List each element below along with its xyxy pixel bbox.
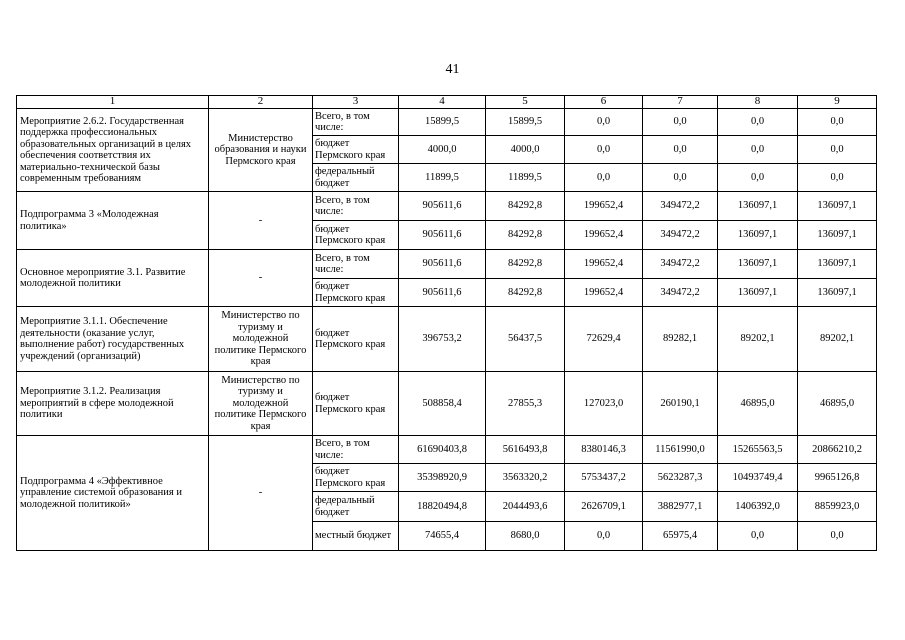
amount-cell: 18820494,8 — [399, 492, 486, 522]
funding-source: бюджет Пермского края — [313, 279, 399, 307]
amount-cell: 89202,1 — [798, 307, 877, 372]
amount-cell: 0,0 — [718, 522, 798, 551]
budget-table — [16, 95, 877, 551]
measure-name: Подпрограмма 4 «Эффективное управление системой образования и молодежной политикой» — [17, 436, 209, 551]
funding-source: Всего, в том числе: — [313, 436, 399, 464]
amount-cell: 0,0 — [565, 136, 643, 164]
measure-name: Мероприятие 2.6.2. Государственная поддержка профессиональных образовательных организаций в целях обеспечения соответствия их материально-технической базы современным требованиям — [17, 109, 209, 192]
amount-cell: 136097,1 — [718, 221, 798, 250]
funding-source: Всего, в том числе: — [313, 250, 399, 279]
amount-cell: 89282,1 — [643, 307, 718, 372]
amount-cell: 349472,2 — [643, 279, 718, 307]
amount-cell: 15899,5 — [399, 109, 486, 136]
amount-cell: 15265563,5 — [718, 436, 798, 464]
amount-cell: 8680,0 — [486, 522, 565, 551]
amount-cell: 136097,1 — [798, 192, 877, 221]
table-row — [17, 109, 877, 136]
amount-cell: 136097,1 — [718, 250, 798, 279]
amount-cell: 11899,5 — [399, 164, 486, 192]
amount-cell: 84292,8 — [486, 250, 565, 279]
amount-cell: 905611,6 — [399, 279, 486, 307]
amount-cell: 15899,5 — [486, 109, 565, 136]
funding-source: бюджет Пермского края — [313, 372, 399, 436]
measure-name: Подпрограмма 3 «Молодежная политика» — [17, 192, 209, 250]
amount-cell: 72629,4 — [565, 307, 643, 372]
column-header: 1 — [17, 96, 209, 109]
amount-cell: 199652,4 — [565, 279, 643, 307]
executor: - — [209, 250, 313, 307]
amount-cell: 8380146,3 — [565, 436, 643, 464]
funding-source: Всего, в том числе: — [313, 109, 399, 136]
amount-cell: 0,0 — [643, 164, 718, 192]
amount-cell: 136097,1 — [798, 221, 877, 250]
amount-cell: 35398920,9 — [399, 464, 486, 492]
amount-cell: 11561990,0 — [643, 436, 718, 464]
amount-cell: 0,0 — [718, 164, 798, 192]
amount-cell: 46895,0 — [798, 372, 877, 436]
amount-cell: 2044493,6 — [486, 492, 565, 522]
amount-cell: 905611,6 — [399, 192, 486, 221]
funding-source: федеральный бюджет — [313, 164, 399, 192]
amount-cell: 8859923,0 — [798, 492, 877, 522]
amount-cell: 349472,2 — [643, 221, 718, 250]
amount-cell: 84292,8 — [486, 221, 565, 250]
executor: Министерство по туризму и молодежной политике Пермского края — [209, 307, 313, 372]
amount-cell: 3563320,2 — [486, 464, 565, 492]
amount-cell: 3882977,1 — [643, 492, 718, 522]
amount-cell: 0,0 — [718, 136, 798, 164]
amount-cell: 199652,4 — [565, 221, 643, 250]
amount-cell: 396753,2 — [399, 307, 486, 372]
amount-cell: 5616493,8 — [486, 436, 565, 464]
amount-cell: 905611,6 — [399, 221, 486, 250]
column-header: 3 — [313, 96, 399, 109]
table-row — [17, 250, 877, 279]
amount-cell: 65975,4 — [643, 522, 718, 551]
amount-cell: 905611,6 — [399, 250, 486, 279]
measure-name: Мероприятие 3.1.1. Обеспечение деятельности (оказание услуг, выполнение работ) государственных учреждений (организаций) — [17, 307, 209, 372]
amount-cell: 84292,8 — [486, 192, 565, 221]
executor: - — [209, 436, 313, 551]
amount-cell: 136097,1 — [718, 279, 798, 307]
amount-cell: 199652,4 — [565, 250, 643, 279]
column-header: 6 — [565, 96, 643, 109]
funding-source: местный бюджет — [313, 522, 399, 551]
table-row — [17, 436, 877, 464]
measure-name: Мероприятие 3.1.2. Реализация мероприятий в сфере молодежной политики — [17, 372, 209, 436]
column-header: 9 — [798, 96, 877, 109]
amount-cell: 9965126,8 — [798, 464, 877, 492]
table-row — [17, 372, 877, 436]
amount-cell: 0,0 — [565, 522, 643, 551]
amount-cell: 0,0 — [643, 109, 718, 136]
column-header: 8 — [718, 96, 798, 109]
amount-cell: 11899,5 — [486, 164, 565, 192]
amount-cell: 136097,1 — [798, 279, 877, 307]
amount-cell: 74655,4 — [399, 522, 486, 551]
measure-name: Основное мероприятие 3.1. Развитие молодежной политики — [17, 250, 209, 307]
amount-cell: 56437,5 — [486, 307, 565, 372]
executor: - — [209, 192, 313, 250]
amount-cell: 0,0 — [798, 164, 877, 192]
executor: Министерство образования и науки Пермского края — [209, 109, 313, 192]
amount-cell: 508858,4 — [399, 372, 486, 436]
funding-source: бюджет Пермского края — [313, 307, 399, 372]
amount-cell: 20866210,2 — [798, 436, 877, 464]
amount-cell: 0,0 — [798, 136, 877, 164]
amount-cell: 84292,8 — [486, 279, 565, 307]
column-header: 2 — [209, 96, 313, 109]
page-number: 41 — [445, 62, 460, 77]
table-row — [17, 192, 877, 221]
amount-cell: 27855,3 — [486, 372, 565, 436]
amount-cell: 0,0 — [798, 522, 877, 551]
amount-cell: 0,0 — [565, 109, 643, 136]
amount-cell: 4000,0 — [399, 136, 486, 164]
amount-cell: 136097,1 — [798, 250, 877, 279]
amount-cell: 349472,2 — [643, 250, 718, 279]
amount-cell: 2626709,1 — [565, 492, 643, 522]
amount-cell: 0,0 — [643, 136, 718, 164]
amount-cell: 0,0 — [798, 109, 877, 136]
column-header: 7 — [643, 96, 718, 109]
amount-cell: 260190,1 — [643, 372, 718, 436]
amount-cell: 199652,4 — [565, 192, 643, 221]
amount-cell: 0,0 — [718, 109, 798, 136]
header-row — [17, 96, 877, 109]
amount-cell: 5623287,3 — [643, 464, 718, 492]
amount-cell: 127023,0 — [565, 372, 643, 436]
funding-source: федеральный бюджет — [313, 492, 399, 522]
funding-source: Всего, в том числе: — [313, 192, 399, 221]
amount-cell: 136097,1 — [718, 192, 798, 221]
amount-cell: 61690403,8 — [399, 436, 486, 464]
amount-cell: 1406392,0 — [718, 492, 798, 522]
amount-cell: 89202,1 — [718, 307, 798, 372]
funding-source: бюджет Пермского края — [313, 136, 399, 164]
funding-source: бюджет Пермского края — [313, 221, 399, 250]
amount-cell: 5753437,2 — [565, 464, 643, 492]
executor: Министерство по туризму и молодежной политике Пермского края — [209, 372, 313, 436]
amount-cell: 349472,2 — [643, 192, 718, 221]
column-header: 4 — [399, 96, 486, 109]
amount-cell: 46895,0 — [718, 372, 798, 436]
table-row — [17, 307, 877, 372]
funding-source: бюджет Пермского края — [313, 464, 399, 492]
amount-cell: 4000,0 — [486, 136, 565, 164]
amount-cell: 10493749,4 — [718, 464, 798, 492]
amount-cell: 0,0 — [565, 164, 643, 192]
column-header: 5 — [486, 96, 565, 109]
